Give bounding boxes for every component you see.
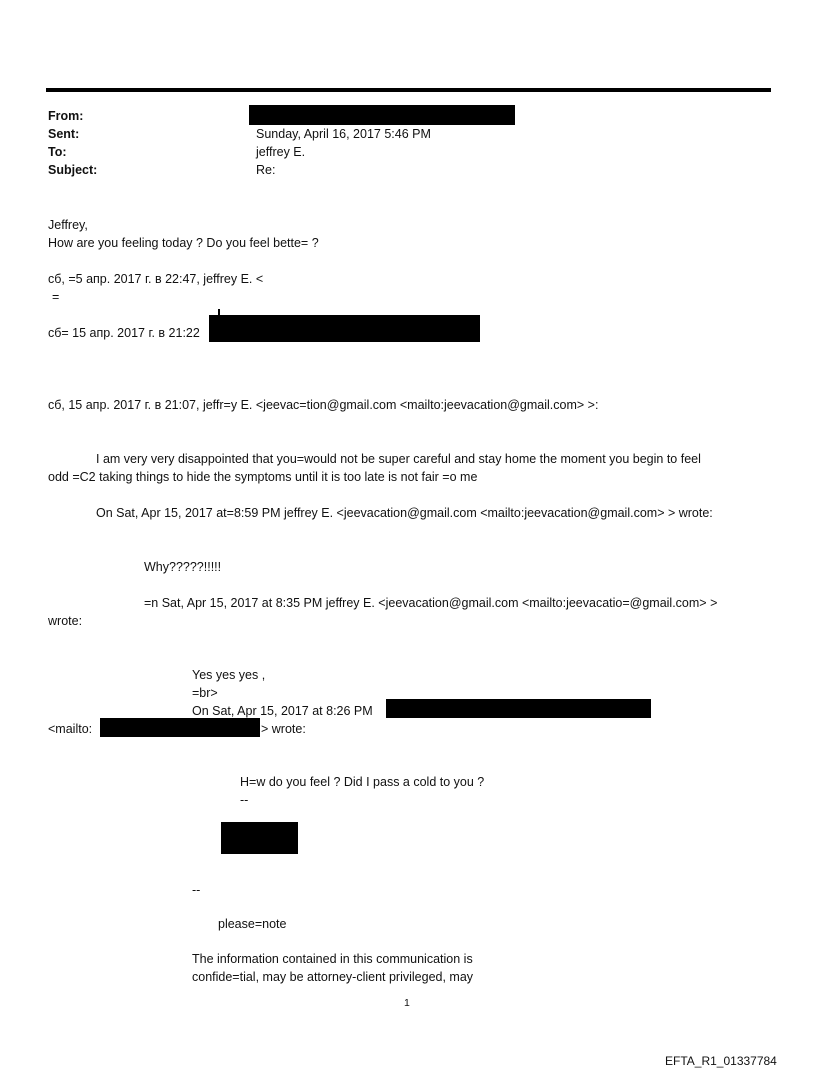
subject-value: Re:: [256, 163, 276, 177]
sent-label: Sent:: [48, 127, 80, 141]
redaction-from: [249, 105, 515, 125]
body-line: wrote:: [48, 614, 83, 628]
quote-header: сб, 15 апр. 2017 г. в 21:07, jeffr=y E. <jeevac=tion@gmail.com <mailto:jeevacation@gmail.com> >:: [48, 398, 599, 412]
quote-header: сб, =5 апр. 2017 г. в 22:47, jeffrey E. <: [48, 272, 264, 286]
redaction-signature: [221, 822, 298, 854]
from-label: From:: [48, 109, 84, 123]
body-line: =: [52, 290, 60, 304]
redaction-block: [209, 315, 480, 342]
quote-header: On Sat, Apr 15, 2017 at=8:59 PM jeffrey E. <jeevacation@gmail.com <mailto:jeevacation@gmail.com> > wrote:: [96, 506, 713, 520]
quote-header: сб= 15 апр. 2017 г. в 21:22: [48, 326, 200, 340]
header-rule: [46, 88, 771, 92]
subject-label: Subject:: [48, 163, 98, 177]
quote-header: On Sat, Apr 15, 2017 at 8:26 PM: [192, 704, 373, 718]
greeting: Jeffrey,: [48, 218, 88, 232]
mailto-prefix: <mailto:: [48, 722, 93, 736]
body-line: Why?????!!!!!: [144, 560, 222, 574]
page-number: 1: [404, 997, 410, 1009]
signature-dash: --: [192, 883, 201, 897]
to-value: jeffrey E.: [256, 145, 306, 159]
body-line: Yes yes yes ,: [192, 668, 266, 682]
body-line: odd =C2 taking things to hide the symptoms until it is too late is not fair =o me: [48, 470, 478, 484]
mailto-suffix: > wrote:: [261, 722, 306, 736]
quote-header: =n Sat, Apr 15, 2017 at 8:35 PM jeffrey E. <jeevacation@gmail.com <mailto:jeevacatio=@gmail.com> >: [144, 596, 718, 610]
signature-dash: --: [240, 793, 249, 807]
document-id: EFTA_R1_01337784: [665, 1054, 777, 1068]
redaction-sender: [386, 699, 651, 718]
disclaimer-line: confide=tial, may be attorney-client privileged, may: [192, 970, 474, 984]
body-line: please=note: [218, 917, 287, 931]
redaction-email: [100, 718, 260, 737]
body-line: =br>: [192, 686, 218, 700]
body-line: I am very very disappointed that you=would not be super careful and stay home the moment you begin to feel: [96, 452, 701, 466]
sent-value: Sunday, April 16, 2017 5:46 PM: [256, 127, 431, 141]
body-line: How are you feeling today ? Do you feel bette= ?: [48, 236, 319, 250]
body-line: H=w do you feel ? Did I pass a cold to you ?: [240, 775, 485, 789]
disclaimer-line: The information contained in this communication is: [192, 952, 473, 966]
to-label: To:: [48, 145, 67, 159]
